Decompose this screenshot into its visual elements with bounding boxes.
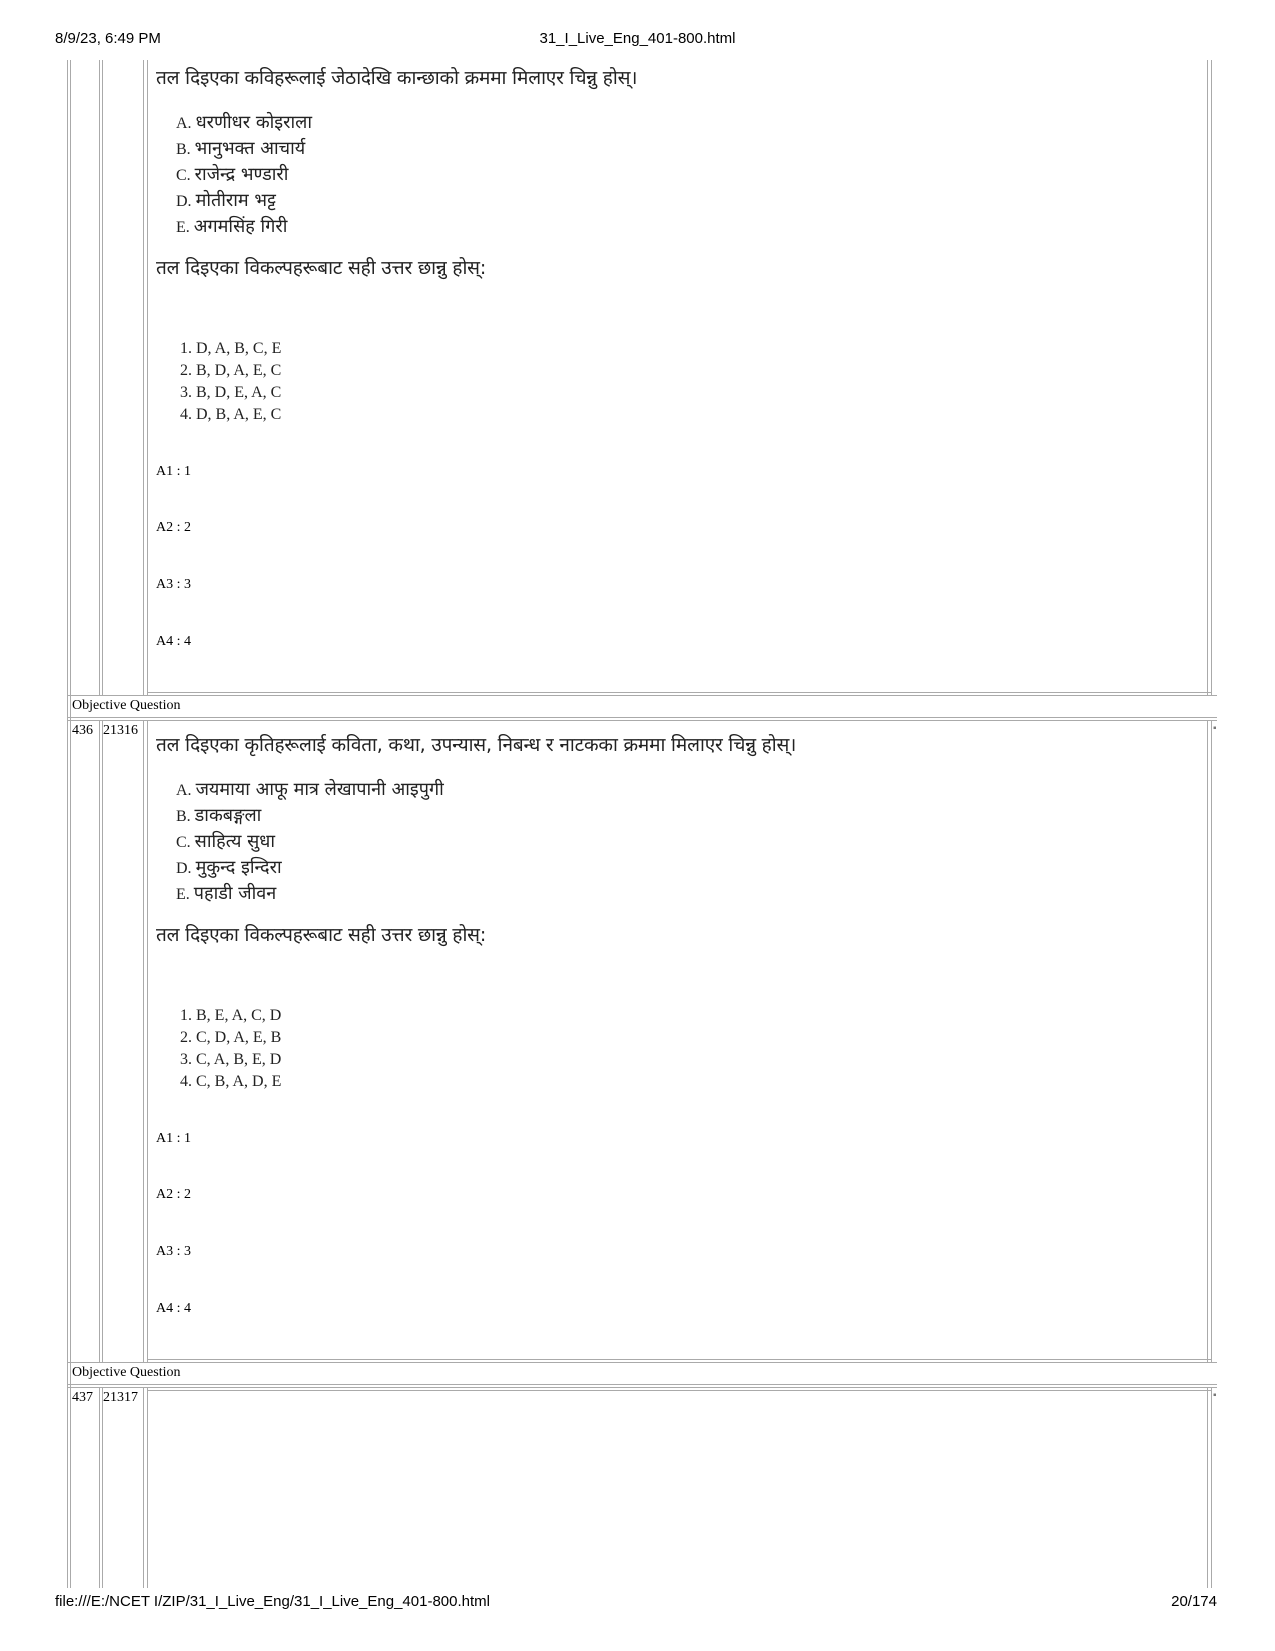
cell-edge-mark: ▪ <box>1213 1390 1217 1401</box>
answer-a3: A3 : 3 <box>156 577 191 592</box>
option-2: 2. C, D, A, E, B <box>180 1029 282 1046</box>
option-list <box>180 1005 281 1093</box>
question-prompt: तल दिइएका कृतिहरूलाई कविता, कथा, उपन्यास, निबन्ध र नाटकका क्रममा मिलाएर चिन्नु होस्। <box>156 734 797 756</box>
question-id: 21316 <box>103 723 138 738</box>
print-title: 31_I_Live_Eng_401-800.html <box>539 30 736 47</box>
question-prompt: तल दिइएका कविहरूलाई जेठादेखि कान्छाको क्रममा मिलाएर चिन्नु होस्। <box>156 67 638 89</box>
list-item: D. मोतीराम भट्ट <box>176 190 276 211</box>
option-2: 2. B, D, A, E, C <box>180 362 282 379</box>
answer-a3: A3 : 3 <box>156 1244 191 1259</box>
question-instruction: तल दिइएका विकल्पहरूबाट सही उत्तर छान्नु होस्: <box>156 257 487 279</box>
list-item: C. साहित्य सुधा <box>176 831 276 852</box>
print-datetime: 8/9/23, 6:49 PM <box>55 30 161 47</box>
answer-a1: A1 : 1 <box>156 464 191 479</box>
option-4: 4. C, B, A, D, E <box>180 1073 282 1090</box>
print-page-number: 20/174 <box>1171 1593 1217 1610</box>
question-serial: 437 <box>72 1390 93 1405</box>
list-item: D. मुकुन्द इन्दिरा <box>176 857 282 878</box>
answer-a2: A2 : 2 <box>156 520 191 535</box>
option-4: 4. D, B, A, E, C <box>180 406 282 423</box>
option-1: 1. D, A, B, C, E <box>180 340 282 357</box>
answer-a1: A1 : 1 <box>156 1131 191 1146</box>
cell-edge-mark: ▪ <box>1213 723 1217 734</box>
answer-a2: A2 : 2 <box>156 1187 191 1202</box>
question-serial: 436 <box>72 723 93 738</box>
list-item: E. अगमसिंह गिरी <box>176 216 288 237</box>
list-item: B. भानुभक्त आचार्य <box>176 138 306 159</box>
answer-a4: A4 : 4 <box>156 1301 191 1316</box>
option-1: 1. B, E, A, C, D <box>180 1007 282 1024</box>
list-item: E. पहाडी जीवन <box>176 883 277 904</box>
list-item: B. डाकबङ्गला <box>176 805 262 826</box>
question-type-label: Objective Question <box>72 1365 181 1380</box>
question-type-label: Objective Question <box>72 698 181 713</box>
option-list <box>180 338 281 426</box>
option-3: 3. C, A, B, E, D <box>180 1051 282 1068</box>
question-id: 21317 <box>103 1390 138 1405</box>
item-list <box>176 110 312 240</box>
option-3: 3. B, D, E, A, C <box>180 384 282 401</box>
question-instruction: तल दिइएका विकल्पहरूबाट सही उत्तर छान्नु होस्: <box>156 924 487 946</box>
list-item: C. राजेन्द्र भण्डारी <box>176 164 289 185</box>
item-list <box>176 777 444 907</box>
print-file-path: file:///E:/NCET I/ZIP/31_I_Live_Eng/31_I_Live_Eng_401-800.html <box>55 1593 490 1610</box>
list-item: A. जयमाया आफू मात्र लेखापानी आइपुगी <box>176 779 444 800</box>
answer-a4: A4 : 4 <box>156 634 191 649</box>
list-item: A. धरणीधर कोइराला <box>176 112 313 133</box>
